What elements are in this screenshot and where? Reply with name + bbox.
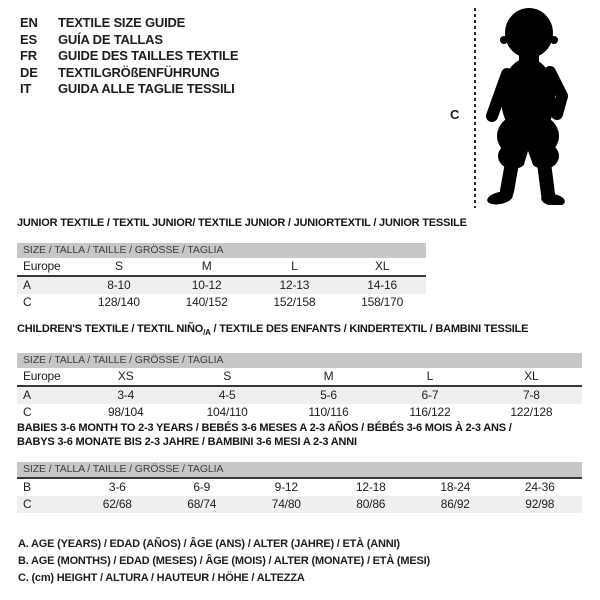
value-cell: 3-4 bbox=[117, 388, 135, 403]
value-cell: M bbox=[201, 259, 212, 273]
value-cell: 24-36 bbox=[524, 480, 555, 494]
language-code: IT bbox=[20, 81, 32, 96]
table-title bbox=[17, 322, 582, 340]
language-row bbox=[20, 15, 238, 32]
table-title-line: BABIES 3-6 MONTH TO 2-3 YEARS / BEBÉS 3-6 MESES A 2-3 AÑOS / BÉBÉS 3-6 MOIS À 2-3 ANS / bbox=[17, 422, 512, 434]
value-cell: XL bbox=[374, 259, 390, 273]
value-cell: S bbox=[223, 369, 232, 384]
value-cell: 14-16 bbox=[367, 278, 397, 292]
size-header-bar: SIZE / TALLA / TAILLE / GRÖSSE / TAGLIA bbox=[17, 353, 582, 368]
size-header-bar: SIZE / TALLA / TAILLE / GRÖSSE / TAGLIA bbox=[17, 462, 582, 477]
table-title bbox=[17, 421, 582, 449]
size-table-block bbox=[17, 216, 467, 311]
table-row bbox=[17, 368, 582, 385]
row-label-cell: A bbox=[23, 278, 31, 292]
value-cell: 80/86 bbox=[356, 497, 386, 511]
row-label-cell: C bbox=[23, 405, 32, 420]
language-code: DE bbox=[20, 64, 38, 80]
value-cell: XS bbox=[117, 369, 134, 384]
value-cell: 12-18 bbox=[355, 480, 386, 494]
value-cell: 6-9 bbox=[193, 480, 211, 494]
value-cell: L bbox=[426, 369, 434, 384]
language-row bbox=[20, 32, 238, 49]
height-measure-line bbox=[474, 8, 476, 208]
value-cell: 116/122 bbox=[409, 405, 451, 420]
toddler-silhouette-icon bbox=[483, 8, 575, 205]
value-cell: 74/80 bbox=[271, 497, 301, 511]
value-cell: S bbox=[114, 259, 123, 273]
value-cell: 92/98 bbox=[525, 497, 555, 511]
language-title: TEXTILE SIZE GUIDE bbox=[58, 15, 186, 30]
value-cell: 10-12 bbox=[191, 278, 222, 292]
table-row bbox=[17, 258, 426, 275]
value-cell: 12-13 bbox=[279, 278, 310, 292]
table-title-line: BABYS 3-6 MONATE BIS 2-3 JAHRE / BAMBINI 3-6 MESI A 2-3 ANNI bbox=[17, 436, 357, 448]
language-title: GUIDA ALLE TAGLIE TESSILI bbox=[58, 81, 235, 96]
table-row bbox=[17, 275, 426, 294]
row-label-cell: B bbox=[23, 480, 31, 494]
value-cell: XL bbox=[524, 369, 539, 384]
row-label-cell: C bbox=[23, 295, 32, 309]
language-header bbox=[20, 15, 238, 98]
row-label-cell: Europe bbox=[23, 259, 61, 273]
table-title bbox=[17, 216, 467, 230]
size-table-block bbox=[17, 421, 582, 513]
value-cell: 68/74 bbox=[187, 497, 217, 511]
size-table-block bbox=[17, 322, 582, 421]
value-cell: 18-24 bbox=[440, 480, 471, 494]
language-code: FR bbox=[20, 48, 37, 63]
language-code: ES bbox=[20, 31, 37, 47]
value-cell: 6-7 bbox=[421, 388, 439, 403]
table-row bbox=[17, 294, 426, 311]
toddler-figure bbox=[450, 5, 590, 210]
value-cell: 110/116 bbox=[308, 405, 349, 420]
size-header-bar: SIZE / TALLA / TAILLE / GRÖSSE / TAGLIA bbox=[17, 243, 426, 258]
value-cell: 7-8 bbox=[522, 388, 540, 403]
row-label-cell: Europe bbox=[23, 369, 61, 384]
row-label-cell: A bbox=[23, 388, 31, 403]
value-cell: 128/140 bbox=[97, 295, 140, 309]
language-title: TEXTILGRÖßENFÜHRUNG bbox=[58, 64, 220, 80]
value-cell: 158/170 bbox=[361, 295, 404, 309]
language-row bbox=[20, 81, 238, 98]
value-cell: 152/158 bbox=[273, 295, 316, 309]
table-title-text: CHILDREN'S TEXTILE / TEXTIL NIÑO bbox=[17, 323, 204, 335]
language-code: EN bbox=[20, 15, 38, 30]
table-title-subscript: /A bbox=[203, 328, 211, 338]
footnote-line: A. AGE (YEARS) / EDAD (AÑOS) / ÂGE (ANS) / ALTER (JAHRE) / ETÀ (ANNI) bbox=[18, 538, 400, 550]
row-label-cell: C bbox=[23, 497, 32, 511]
footnote-line: B. AGE (MONTHS) / EDAD (MESES) / ÂGE (MOIS) / ALTER (MONATE) / ETÀ (MESI) bbox=[18, 555, 430, 568]
table-row bbox=[17, 496, 582, 513]
table-row bbox=[17, 477, 582, 496]
language-row bbox=[20, 65, 238, 82]
value-cell: 98/104 bbox=[107, 405, 144, 420]
value-cell: 4-5 bbox=[218, 388, 236, 403]
value-cell: 62/68 bbox=[102, 497, 132, 511]
language-title: GUIDE DES TAILLES TEXTILE bbox=[58, 48, 239, 63]
value-cell: M bbox=[323, 369, 334, 384]
language-row bbox=[20, 48, 238, 65]
table-row bbox=[17, 404, 582, 421]
value-cell: 3-6 bbox=[108, 480, 126, 494]
value-cell: L bbox=[291, 259, 298, 273]
value-cell: 104/110 bbox=[206, 405, 248, 420]
table-title-line: JUNIOR TEXTILE / TEXTIL JUNIOR/ TEXTILE JUNIOR / JUNIORTEXTIL / JUNIOR TESSILE bbox=[17, 217, 467, 229]
table-row bbox=[17, 385, 582, 404]
footnote-line: C. (cm) HEIGHT / ALTURA / HAUTEUR / HÖHE / ALTEZZA bbox=[18, 572, 305, 585]
height-label: C bbox=[450, 107, 460, 122]
value-cell: 122/128 bbox=[510, 405, 553, 420]
value-cell: 140/152 bbox=[185, 295, 228, 309]
table-title-text: / TEXTILE DES ENFANTS / KINDERTEXTIL / BAMBINI TESSILE bbox=[210, 323, 529, 335]
value-cell: 86/92 bbox=[440, 497, 470, 511]
value-cell: 8-10 bbox=[107, 278, 131, 292]
language-title: GUÍA DE TALLAS bbox=[58, 31, 163, 47]
footnotes bbox=[18, 536, 430, 588]
value-cell: 9-12 bbox=[274, 480, 298, 494]
value-cell: 5-6 bbox=[320, 388, 337, 403]
